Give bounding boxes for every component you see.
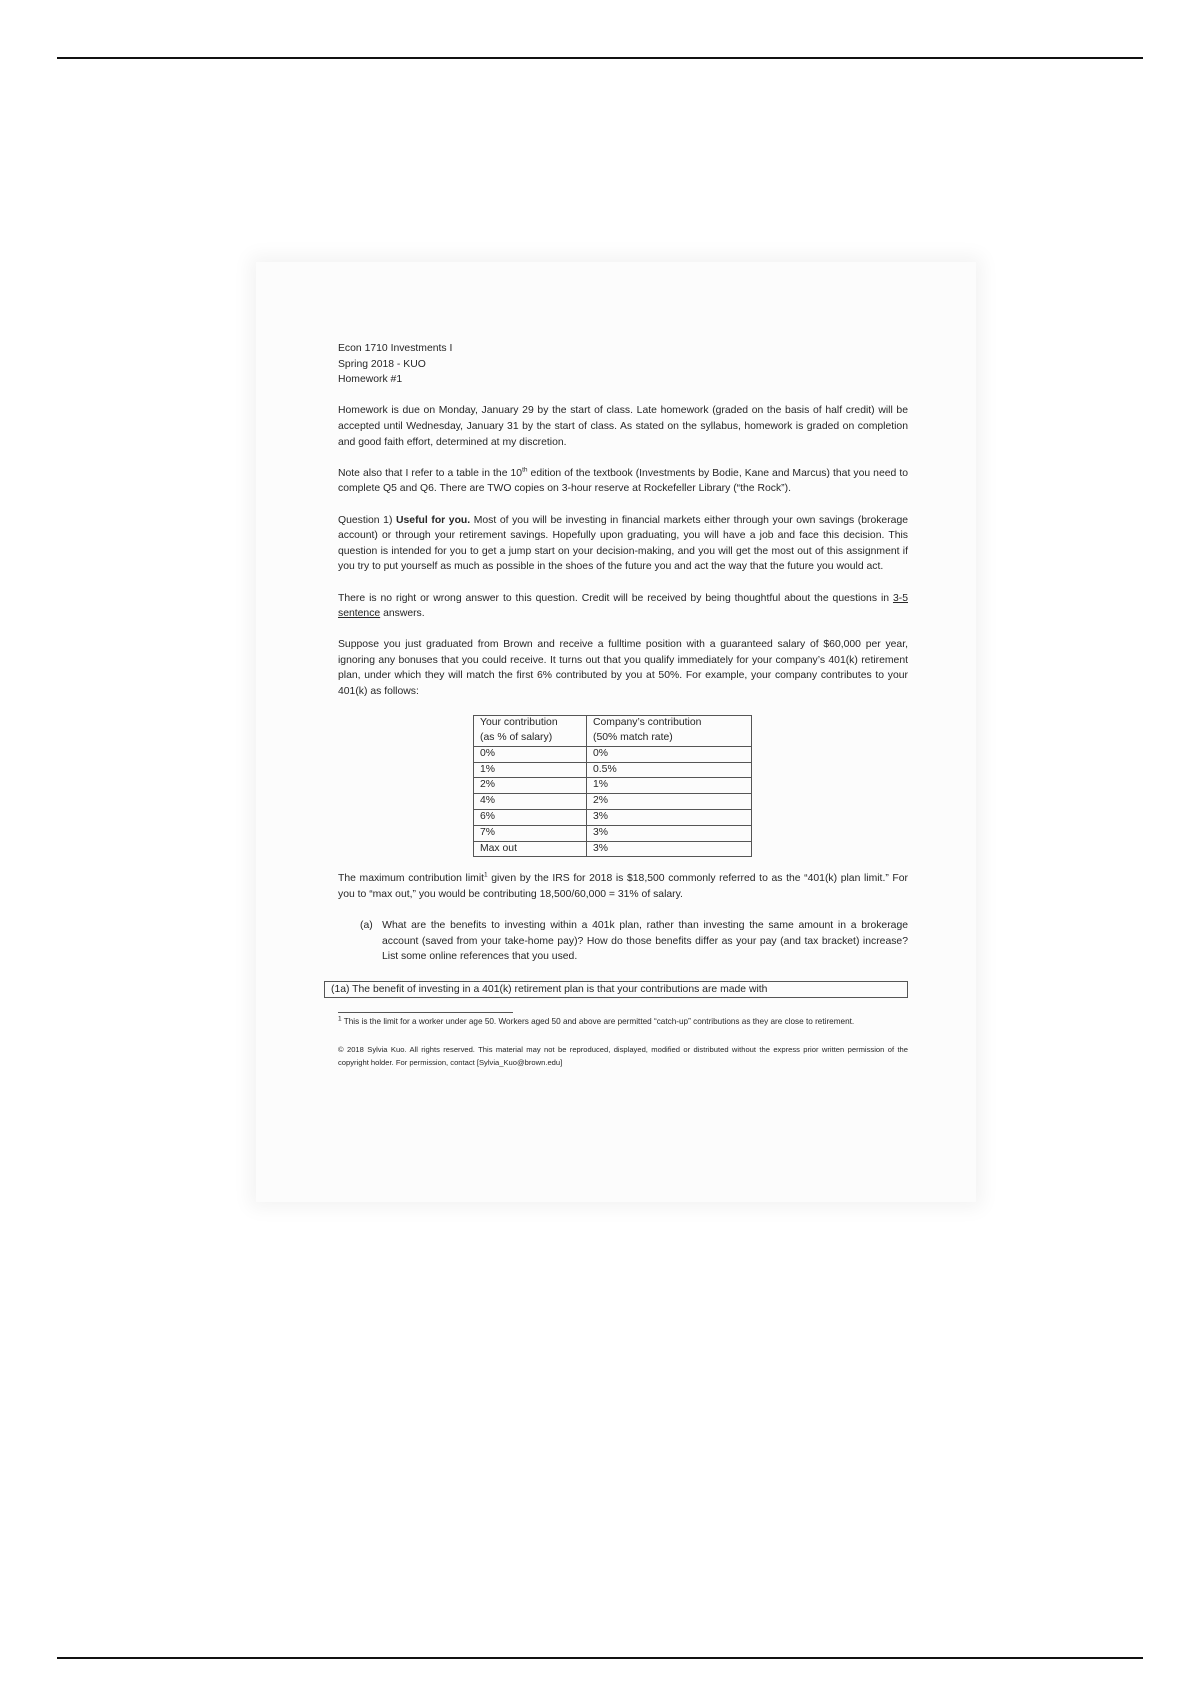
footnote-text: This is the limit for a worker under age 50. Workers aged 50 and above are permitted “catch-up” contributions as they are close to retirement. [341,1017,855,1027]
limit-text-after: given by the IRS for 2018 is $18,500 commonly referred to as the “401(k) plan limit.” For you to “max out,” you would be contributing 18,500/60,000 = 31% of salary. [338,873,909,901]
question-1-text: Most of you will be investing in financial markets either through your own savings (brokerage account) or through your retirement savings. Hopefully upon graduating, you will have a job and face this decision. This question is intended for you to get a jump start on your decision-making, and you will get the most out of this assignment if you try to put yourself as much as possible in the shoes of the future you and act the way that the future you would act. [338,514,909,573]
table-cell: 3% [587,825,752,841]
footnote-number: 1 [338,1015,342,1023]
table-cell: Max out [474,841,587,857]
table-cell: 0% [474,746,587,762]
column-header-your-contribution [474,716,587,747]
note-text-before: Note also that I refer to a table in the 10 [338,467,523,479]
footnote-marker: 1 [484,871,488,879]
course-title: Econ 1710 Investments I [338,343,453,354]
homework-number: Homework #1 [338,374,403,386]
question-1-bold-lead: Useful for you. [396,514,471,526]
table-header-row [474,716,752,747]
column-header-company-contribution [587,716,752,747]
footnote [338,1016,908,1029]
table-row [474,810,752,826]
table-cell: 2% [474,778,587,794]
table-cell: 6% [474,810,587,826]
no-right-text-after: answers. [383,608,425,620]
header-line: Your contribution [480,717,558,729]
document-header [338,341,908,388]
table-row [474,841,752,857]
sub-question-a [338,918,908,965]
question-1-paragraph [338,513,908,575]
note-text-after: edition of the textbook (Investments by Bodie, Kane and Marcus) that you need to complete Q5 and Q6. There are TWO copies on 3-hour reserve at Rockefeller Library (“the Rock”). [338,467,908,495]
term-instructor: Spring 2018 - KUO [338,358,426,370]
header-line: (as % of salary) [480,732,553,744]
sub-question-a-text: What are the benefits to investing within a 401k plan, rather than investing the same amount in a brokerage account (saved from your take-home pay)? How do those benefits differ as your pay (and tax bracket) increase? List some online references that you used. [382,920,908,963]
footnote-divider [338,1012,513,1013]
table-cell: 7% [474,825,587,841]
document-body [331,341,909,1085]
answer-1a-box: (1a) The benefit of investing in a 401(k) retirement plan is that your contributions are made with [324,981,908,999]
bottom-divider [57,1657,1143,1659]
table-cell: 0% [587,746,752,762]
table-cell: 4% [474,794,587,810]
textbook-note-paragraph [338,466,908,497]
no-right-answer-paragraph [338,591,908,622]
contribution-table [473,715,752,857]
limit-text-before: The maximum contribution limit [338,873,485,885]
copyright-notice: © 2018 Sylvia Kuo. All rights reserved. This material may not be reproduced, displayed, modified or distributed without the express prior written permission of the copyright holder. For permission, contact [Sylvia_Kuo@brown.edu] [338,1045,908,1067]
question-1-label: Question 1) [338,514,393,526]
no-right-text-before: There is no right or wrong answer to this question. Credit will be received by being thoughtful about the questions in [338,592,890,604]
top-divider [57,57,1143,59]
table-row [474,746,752,762]
table-row [474,762,752,778]
note-superscript: th [522,466,528,474]
table-cell: 3% [587,810,752,826]
table-cell: 1% [587,778,752,794]
table-cell: 1% [474,762,587,778]
scenario-paragraph: Suppose you just graduated from Brown and receive a fulltime position with a guaranteed salary of $60,000 per year, ignoring any bonuses that you could receive. It turns out that you qualify immediately for your company’s 401(k) retirement plan, under which they will match the first 6% contributed by you at 50%. For example, your company contributes to your 401(k) as follows: [338,639,908,698]
table-row [474,794,752,810]
sentence-count-underlined: 3-5 sentence [338,592,908,620]
contribution-limit-paragraph [338,871,908,902]
sub-question-a-label: (a) [360,920,373,932]
intro-paragraph: Homework is due on Monday, January 29 by the start of class. Late homework (graded on the basis of half credit) will be accepted until Wednesday, January 31 by the start of class. As stated on the syllabus, homework is graded on completion and good faith effort, determined at my discretion. [338,405,908,448]
table-cell: 3% [587,841,752,857]
header-line: (50% match rate) [593,732,673,744]
table-cell: 2% [587,794,752,810]
header-line: Company’s contribution [593,717,702,729]
table-row [474,825,752,841]
table-cell: 0.5% [587,762,752,778]
table-row [474,778,752,794]
